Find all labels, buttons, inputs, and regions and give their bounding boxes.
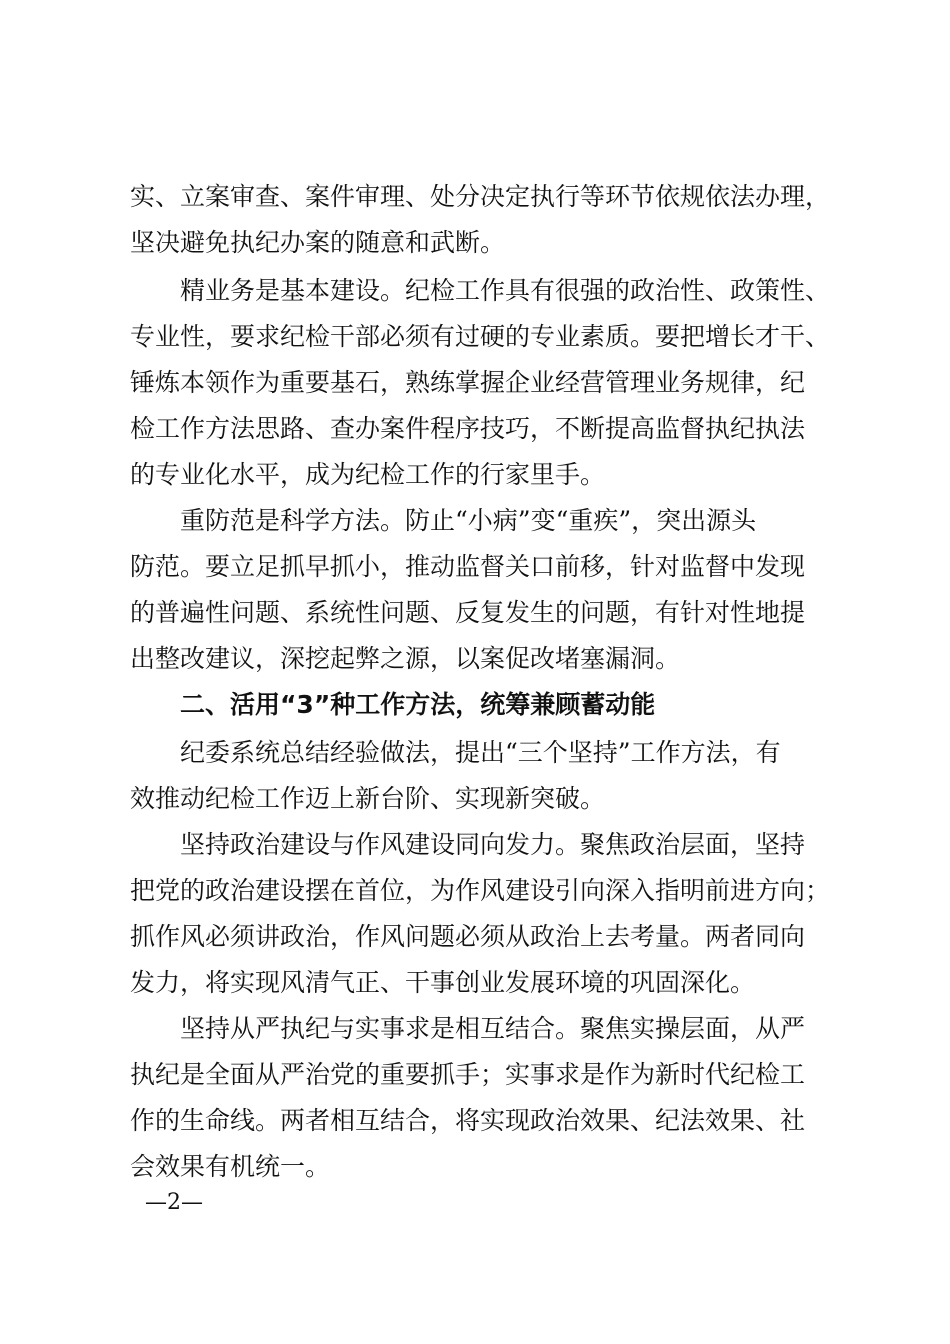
body-text-line: 的普遍性问题、系统性问题、反复发生的问题，有针对性地提	[130, 598, 806, 627]
body-text-line: 效推动纪检工作迈上新台阶、实现新突破。	[130, 784, 606, 813]
body-text-line: 把党的政治建设摆在首位，为作风建设引向深入指明前进方向；	[130, 876, 831, 905]
body-text-line: 会效果有机统一。	[130, 1152, 331, 1181]
body-text-line: 出整改建议，深挖起弊之源，以案促改堵塞漏洞。	[130, 644, 681, 673]
body-text-line: 作的生命线。两者相互结合，将实现政治效果、纪法效果、社	[130, 1106, 806, 1135]
page-number: —2—	[145, 1190, 203, 1215]
body-text-line: 坚持从严执纪与实事求是相互结合。聚焦实操层面，从严	[180, 1014, 806, 1043]
body-text-line: 抓作风必须讲政治，作风问题必须从政治上去考量。两者同向	[130, 922, 806, 951]
body-text-line: 坚决避免执纪办案的随意和武断。	[130, 228, 506, 257]
body-text-line: 锤炼本领作为重要基石，熟练掌握企业经营管理业务规律，纪	[130, 368, 806, 397]
body-text-line: 发力，将实现风清气正、干事创业发展环境的巩固深化。	[130, 968, 756, 997]
body-text-line: 精业务是基本建设。纪检工作具有很强的政治性、政策性、	[180, 276, 831, 305]
body-text-line: 防范。要立足抓早抓小，推动监督关口前移，针对监督中发现	[130, 552, 806, 581]
body-text-line: 执纪是全面从严治党的重要抓手；实事求是作为新时代纪检工	[130, 1060, 806, 1089]
body-text-line: 坚持政治建设与作风建设同向发力。聚焦政治层面，坚持	[180, 830, 806, 859]
body-text-line: 检工作方法思路、查办案件程序技巧，不断提高监督执纪执法	[130, 414, 806, 443]
section-heading: 二、活用“3”种工作方法，统筹兼顾蓄动能	[180, 690, 656, 719]
body-text-line: 纪委系统总结经验做法，提出“三个坚持”工作方法，有	[180, 738, 781, 767]
body-text-line: 实、立案审查、案件审理、处分决定执行等环节依规依法办理，	[130, 182, 831, 211]
body-text-line: 专业性，要求纪检干部必须有过硬的专业素质。要把增长才干、	[130, 322, 831, 351]
body-text-line: 重防范是科学方法。防止“小病”变“重疾”，突出源头	[180, 506, 757, 535]
body-text-line: 的专业化水平，成为纪检工作的行家里手。	[130, 460, 606, 489]
